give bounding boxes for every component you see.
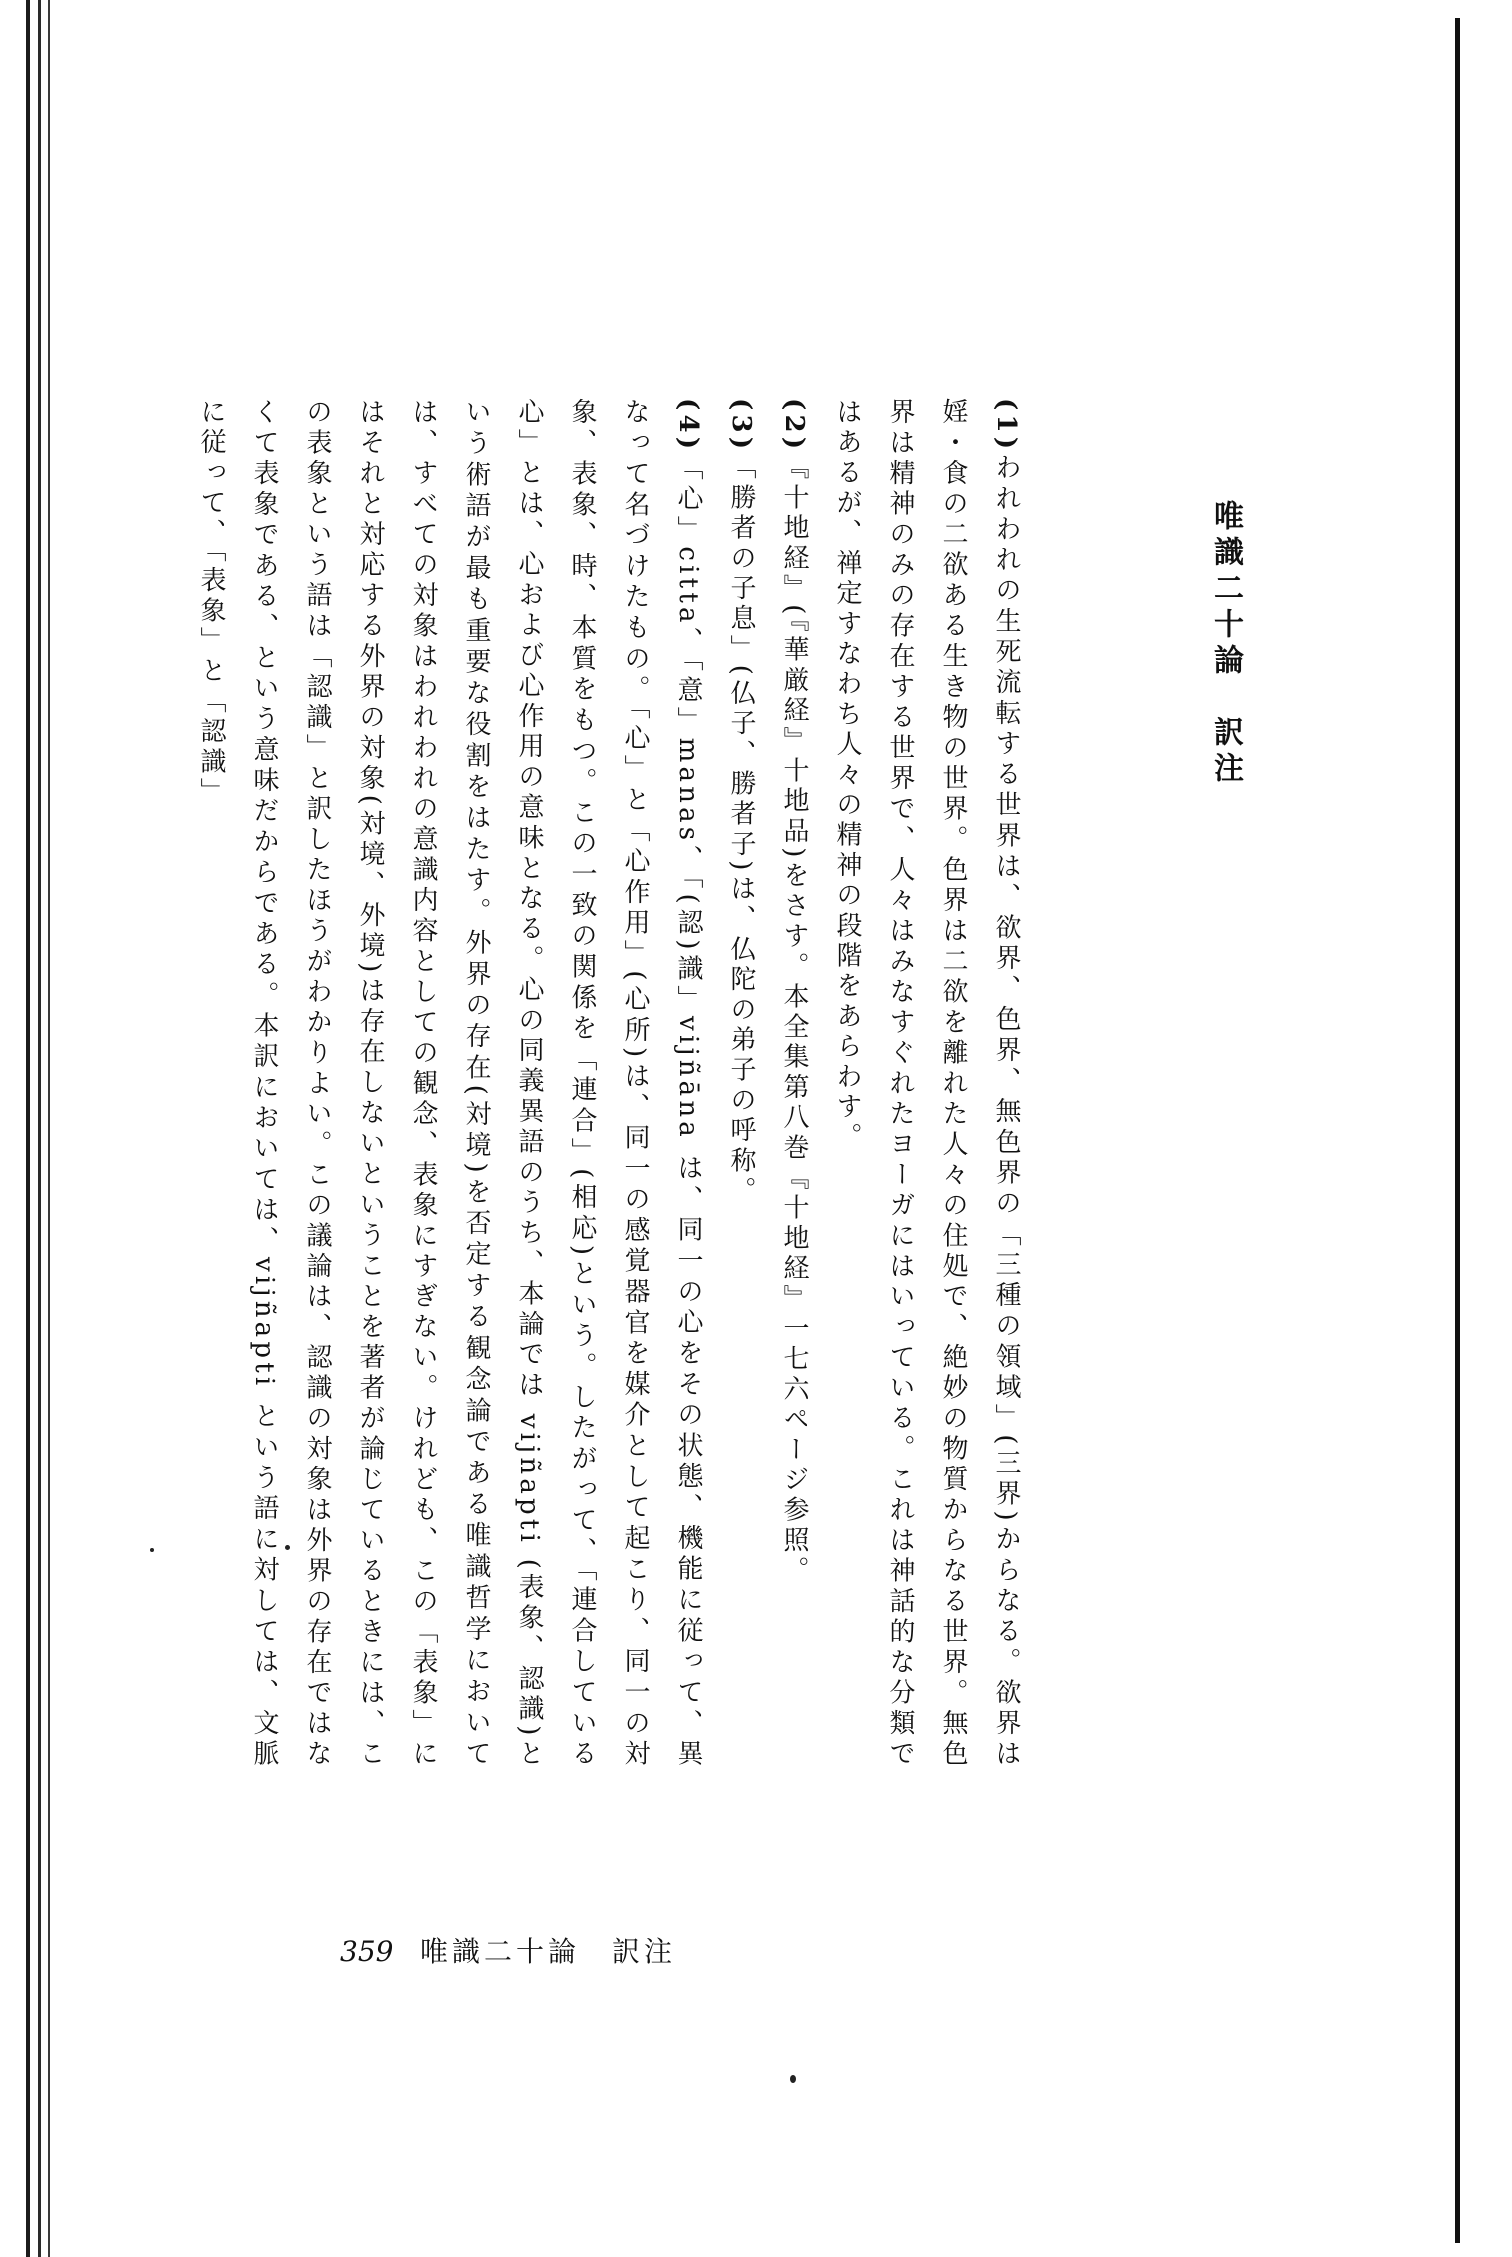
- note-text: 「勝者の子息」(仏子、勝者子)は、仏陀の弟子の呼称。: [726, 453, 756, 1207]
- scan-edge-left: [26, 0, 30, 2257]
- scan-speck: [150, 1548, 154, 1552]
- scan-edge-left: [38, 0, 41, 2257]
- notes-body: [184, 398, 1032, 1770]
- scan-speck: [790, 2075, 796, 2083]
- scan-speck: [285, 1545, 290, 1550]
- note-marker: (1): [991, 398, 1021, 454]
- note-marker: (3): [726, 398, 756, 454]
- scan-edge-left: [48, 0, 50, 2257]
- note-1: [820, 398, 1032, 1770]
- note-text: われわれの生死流転する世界は、欲界、色界、無色界の「三種の領域」(三界)からなる。欲界は婬・食の二欲ある生き物の世界。色界は二欲を離れた人々の住処で、絶妙の物質からなる世界。無色界は精神のみの存在する世界で、人々はみなすぐれたヨーガにはいっている。これは神話的な分類ではあるが、禅定すなわち人々の精神の段階をあらわす。: [832, 398, 1021, 1770]
- note-4: [184, 398, 714, 1770]
- note-marker: (2): [779, 398, 809, 454]
- note-text: 「心」citta、「意」manas、「(認)識」vijñāna は、同一の心をその状態、機能に従って、異なって名づけたもの。「心」と「心作用」(心所)は、同一の感覚器官を媒介として起こり、同一の対象、表象、時、本質をもつ。この一致の関係を「連合」(相応)という。したがって、「連合している心」とは、心および心作用の意味となる。心の同義異語のうち、本論では vijñapti (表象、認識)という術語が最も重要な役割をはたす。外界の存在(対境)を否定する観念論である唯識哲学においては、すべての対象はわれわれの意識内容としての観念、表象にすぎない。けれども、この「表象」にはそれと対応する外界の対象(対境、外境)は存在しないということを著者が論じているときには、この表象という語は「認識」と訳したほうがわかりよい。この議論は、認識の対象は外界の存在ではなくて表象である、という意味だからである。本訳においては、vijñapti という語に対しては、文脈に従って、「表象」と「認識」: [196, 398, 703, 1770]
- note-marker: (4): [673, 398, 703, 454]
- running-header: 唯識二十論 訳注: [1208, 500, 1243, 788]
- footer-title: 唯識二十論 訳注: [420, 1935, 677, 1968]
- note-3: [714, 398, 767, 1770]
- page-footer: [340, 1930, 760, 1970]
- note-text: 『十地経』(『華厳経』十地品)をさす。本全集第八巻『十地経』一七六ページ参照。: [779, 453, 809, 1587]
- scan-edge-right: [1455, 18, 1460, 2243]
- page-number: 359: [340, 1935, 394, 1968]
- note-2: [767, 398, 820, 1770]
